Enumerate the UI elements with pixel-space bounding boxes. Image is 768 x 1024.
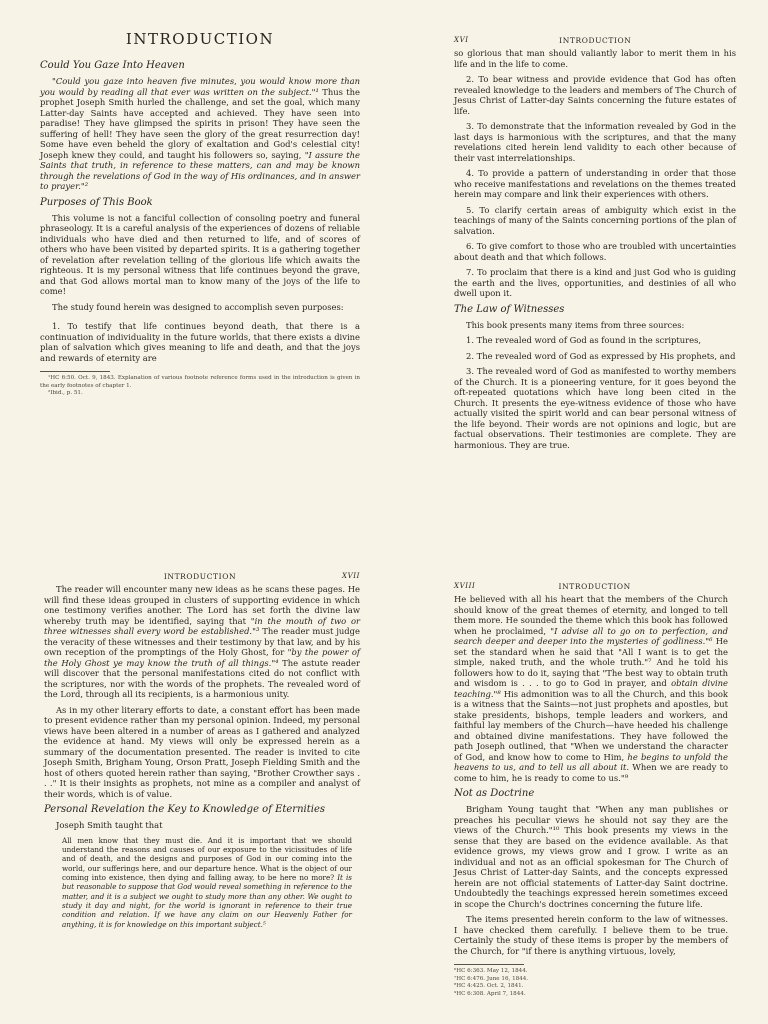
list-item: 1. The revealed word of God as found in the scriptures,: [466, 335, 702, 345]
paragraph: Brigham Young taught that "When any man publishes or preaches his peculiar views he should not say they are the views of the Church."¹⁰ This book presents my views in the sense that they are based on the evidence available. As that evidence grows, my views grow and I grow. I write as an individual and not as an official spokesman for The Church of Jesus Christ of Latter-day Saints, and the concepts expressed herein are not official statements of Latter-day Saint doctrine. Undoubtedly the teachings expressed herein sometimes exceed in scope the Church's doctrines concerning the future life.: [454, 804, 728, 909]
running-head: [454, 36, 736, 45]
quotation: "by the power of the Holy Ghost ye may know the truth of all things."⁴: [44, 647, 361, 668]
block-quote-text: It is but reasonable to suppose that God would reveal something in reference to the matter, and it is a subject we ought to study more than any other. We ought to study it day and night, for the world is ignorant in reference to their true condition and relation. If we have any claim on our Heavenly Father for anything, it is for knowledge on this important subject.⁵: [62, 872, 352, 929]
section-heading: Could You Gaze Into Heaven: [40, 60, 185, 71]
list-item: 2. The revealed word of God as expressed by His prophets, and: [466, 350, 736, 361]
paragraph: As in my other literary efforts to date, a constant effort has been made to present evidence rather than my personal opinion. Indeed, my personal views have been altered in a number of areas as I gathered and analyzed the evidence at hand. My views will only be expressed herein as a summary of the documentation presented. The reader is invited to cite Joseph Smith, Brigham Young, Orson Pratt, Joseph Fielding Smith and the host of others quoted herein rather than saying, "Brother Crowther says . . ." It is their insights as prophets, not mine as a compiler and analyst of their words, which is of value.: [44, 704, 361, 799]
paragraph-text: His admonition was to all the Church, and this book is a witness that the Saints—not just prophets and apostles, but stake presidents, bishops, temple leaders and workers, and faithful lay members of the Church—have heeded his challenge and obtained divine manifestations. They have followed the path Joseph outlined, that "When we understand the character of God, and know how to come to Him,: [454, 688, 728, 762]
paragraph-text: The reader must judge the veracity of these witnesses and their testimony by that law, and by his own reception of the promptings of the Holy Ghost, for: [44, 626, 360, 657]
paragraph-text: He believed with all his heart that the members of the Church should know of the great themes of eternity, and longed to tell them more. He sounded the theme which this book has followed when he proclaimed,: [454, 594, 728, 636]
list-item: 4. To provide a pattern of understanding in order that those who receive manifestations and revelations on the themes treated herein may compare and link their experiences with others.: [454, 168, 736, 199]
paragraph-text: He set the standard when he said that "All I want is to get the simple, naked truth, and the whole truth."⁷ And he told his followers how to do it, saying that "The best way to obtain truth and wisdom is . . . to go to God in prayer, and: [454, 636, 728, 688]
block-quote-text: All men know that they must die. And it is important that we should understand the reasons and causes of our exposure to the vicissitudes of life and of death, and the designs and purposes of God in our coming into the world, our sufferings here, and our departure hence. What is the object of our coming into existence, then dying and falling away, to be here no more?: [62, 835, 352, 882]
page-number: XVI: [454, 36, 469, 44]
paragraph-text: When we are ready to come to him, he is ready to come to us."⁹: [454, 762, 728, 783]
page-intro-xvii: [0, 512, 384, 1024]
paragraph-text: Thus the prophet Joseph Smith hurled the challenge, and set the goal, which many Latter-day Saints have accepted and achieved. They have seen into paradise! They have glimpsed the spirits in prison! They have seen the suffering of hell! They have seen the glory of the great resurrection day! Some have even beheld the glory of exaltation and God's celestial city! Joseph knew they could, and taught his followers so, saying,: [40, 86, 360, 160]
quotation: he begins to unfold the heavens to us, and to tell us all about it.: [454, 751, 728, 772]
footnote: ⁶HC 6:363. May 12, 1844.: [454, 968, 528, 974]
quotation: "in the mouth of two or three witnesses shall every word be established."³: [44, 615, 360, 636]
quotation: "I assure the Saints that truth, in reference to these matters, can and may be known through the revelations of God in the way of His ordinances, and in answer to prayer."²: [40, 149, 360, 191]
running-head: [44, 572, 360, 581]
list-item: 3. To demonstrate that the information revealed by God in the last days is harmonious with the scriptures, and that the many revelations cited herein lend validity to each other because of their vast interrelationships.: [454, 121, 736, 163]
list-item: 3. The revealed word of God as manifested to worthy members of the Church. It is a pioneering venture, for it goes beyond the oft-repeated quotations which have long been cited in the Church. It presents the eye-witness evidence of those who have actually visited the spirit world and can bear personal witness of the life beyond. Their words are not opinions and logic, but are factual observations. Their testimonies are complete. They are harmonious. They are true.: [454, 366, 736, 450]
running-head-title: INTRODUCTION: [558, 582, 631, 591]
paragraph-text: The reader will encounter many new ideas as he scans these pages. He will find these ideas grouped in clusters of supporting evidence in which one testimony verifies another. The Lord has set forth the divine law whereby truth may be identified, saying that: [44, 584, 360, 626]
footnote: ⁸HC 4:425. Oct. 2, 1841.: [454, 983, 524, 990]
paragraph: Joseph Smith taught that: [56, 820, 163, 830]
paragraph: This volume is not a fanciful collection of consoling poetry and funeral phraseology. It is a careful analysis of the experiences of dozens of reliable individuals who have died and then returned to life, and of scores of others who have been visited by departed spirits. It is a gathering together of revelation after revelation telling of the glorious life which awaits the righteous. It is my personal witness that life continues beyond the grave, and that God allows mortal man to know many of the joys of the life to come!: [40, 212, 360, 296]
page-number: XVII: [342, 572, 360, 580]
page-intro-xviii: [384, 512, 768, 1024]
quotation: obtain divine teaching."⁸: [454, 678, 728, 699]
footnote-rule: [40, 371, 110, 372]
section-heading: Purposes of This Book: [40, 196, 153, 208]
block-quote: [62, 836, 352, 930]
quotation: "Could you gaze into heaven five minutes, you would know more than you would by reading all that ever was written on the subject."¹: [40, 76, 360, 97]
footnote: ⁹HC 6:308. April 7, 1844.: [454, 990, 526, 997]
section-heading: Personal Revelation the Key to Knowledge of Eternities: [44, 804, 325, 815]
page-number: XVIII: [454, 582, 476, 590]
footnote: ⁷HC 6:476. June 16, 1844.: [454, 975, 529, 982]
paragraph-text: The astute reader will discover that the personal manifestations cited do not conflict with the scriptures, nor with the words of the prophets. The revealed word of the Lord, through all its recipients, is a harmonious unity.: [44, 657, 360, 699]
paragraph: [40, 76, 360, 192]
chapter-title: INTRODUCTION: [125, 30, 275, 48]
list-item: 5. To clarify certain areas of ambiguity which exist in the teachings of many of the Saints concerning portions of the plan of salvation.: [454, 204, 736, 236]
footnote-rule: [454, 964, 524, 965]
running-head-title: INTRODUCTION: [559, 36, 632, 45]
footnote: ¹HC 6:50. Oct. 9, 1843. Explanation of various footnote reference forms used in the introduction is given in the early footnotes of chapter 1.: [40, 375, 360, 389]
list-item: 2. To bear witness and provide evidence that God has often revealed knowledge to the leaders and members of The Church of Jesus Christ of Latter-day Saints concerning the future estates of life.: [454, 74, 736, 116]
list-item: 7. To proclaim that there is a kind and just God who is guiding the earth and the lives, opportunities, and destinies of all who dwell upon it.: [454, 267, 736, 298]
paragraph: This book presents many items from three sources:: [466, 319, 685, 330]
paragraph: The study found herein was designed to accomplish seven purposes:: [52, 301, 344, 312]
page-intro-xvi: [384, 0, 768, 512]
footnote: ²Ibid., p. 51.: [48, 390, 83, 397]
list-item: 1. To testify that life continues beyond death, that there is a continuation of individuality in the future worlds, that there exists a divine plan of salvation which gives meaning to life and death, and that the joys and rewards of eternity are: [40, 321, 360, 363]
paragraph: so glorious that man should valiantly labor to merit them in his life and in the life to come.: [454, 48, 736, 69]
paragraph: [454, 594, 728, 783]
list-item: 6. To give comfort to those who are troubled with uncertainties about death and that which follows.: [454, 241, 736, 262]
page-intro-1: [0, 0, 384, 512]
section-heading: The Law of Witnesses: [454, 303, 565, 315]
paragraph: [44, 584, 360, 700]
quotation: "I advise all to go on to perfection, and search deeper and deeper into the mysteries of godliness."⁶: [454, 625, 728, 646]
section-heading: Not as Doctrine: [454, 788, 535, 799]
running-head-title: INTRODUCTION: [163, 572, 237, 581]
paragraph: The items presented herein conform to the law of witnesses. I have checked them carefully. I believe them to be true. Certainly the study of these items is proper by the members of the Church, for "if there is anything virtuous, lovely,: [454, 914, 728, 956]
running-head: [454, 582, 728, 591]
